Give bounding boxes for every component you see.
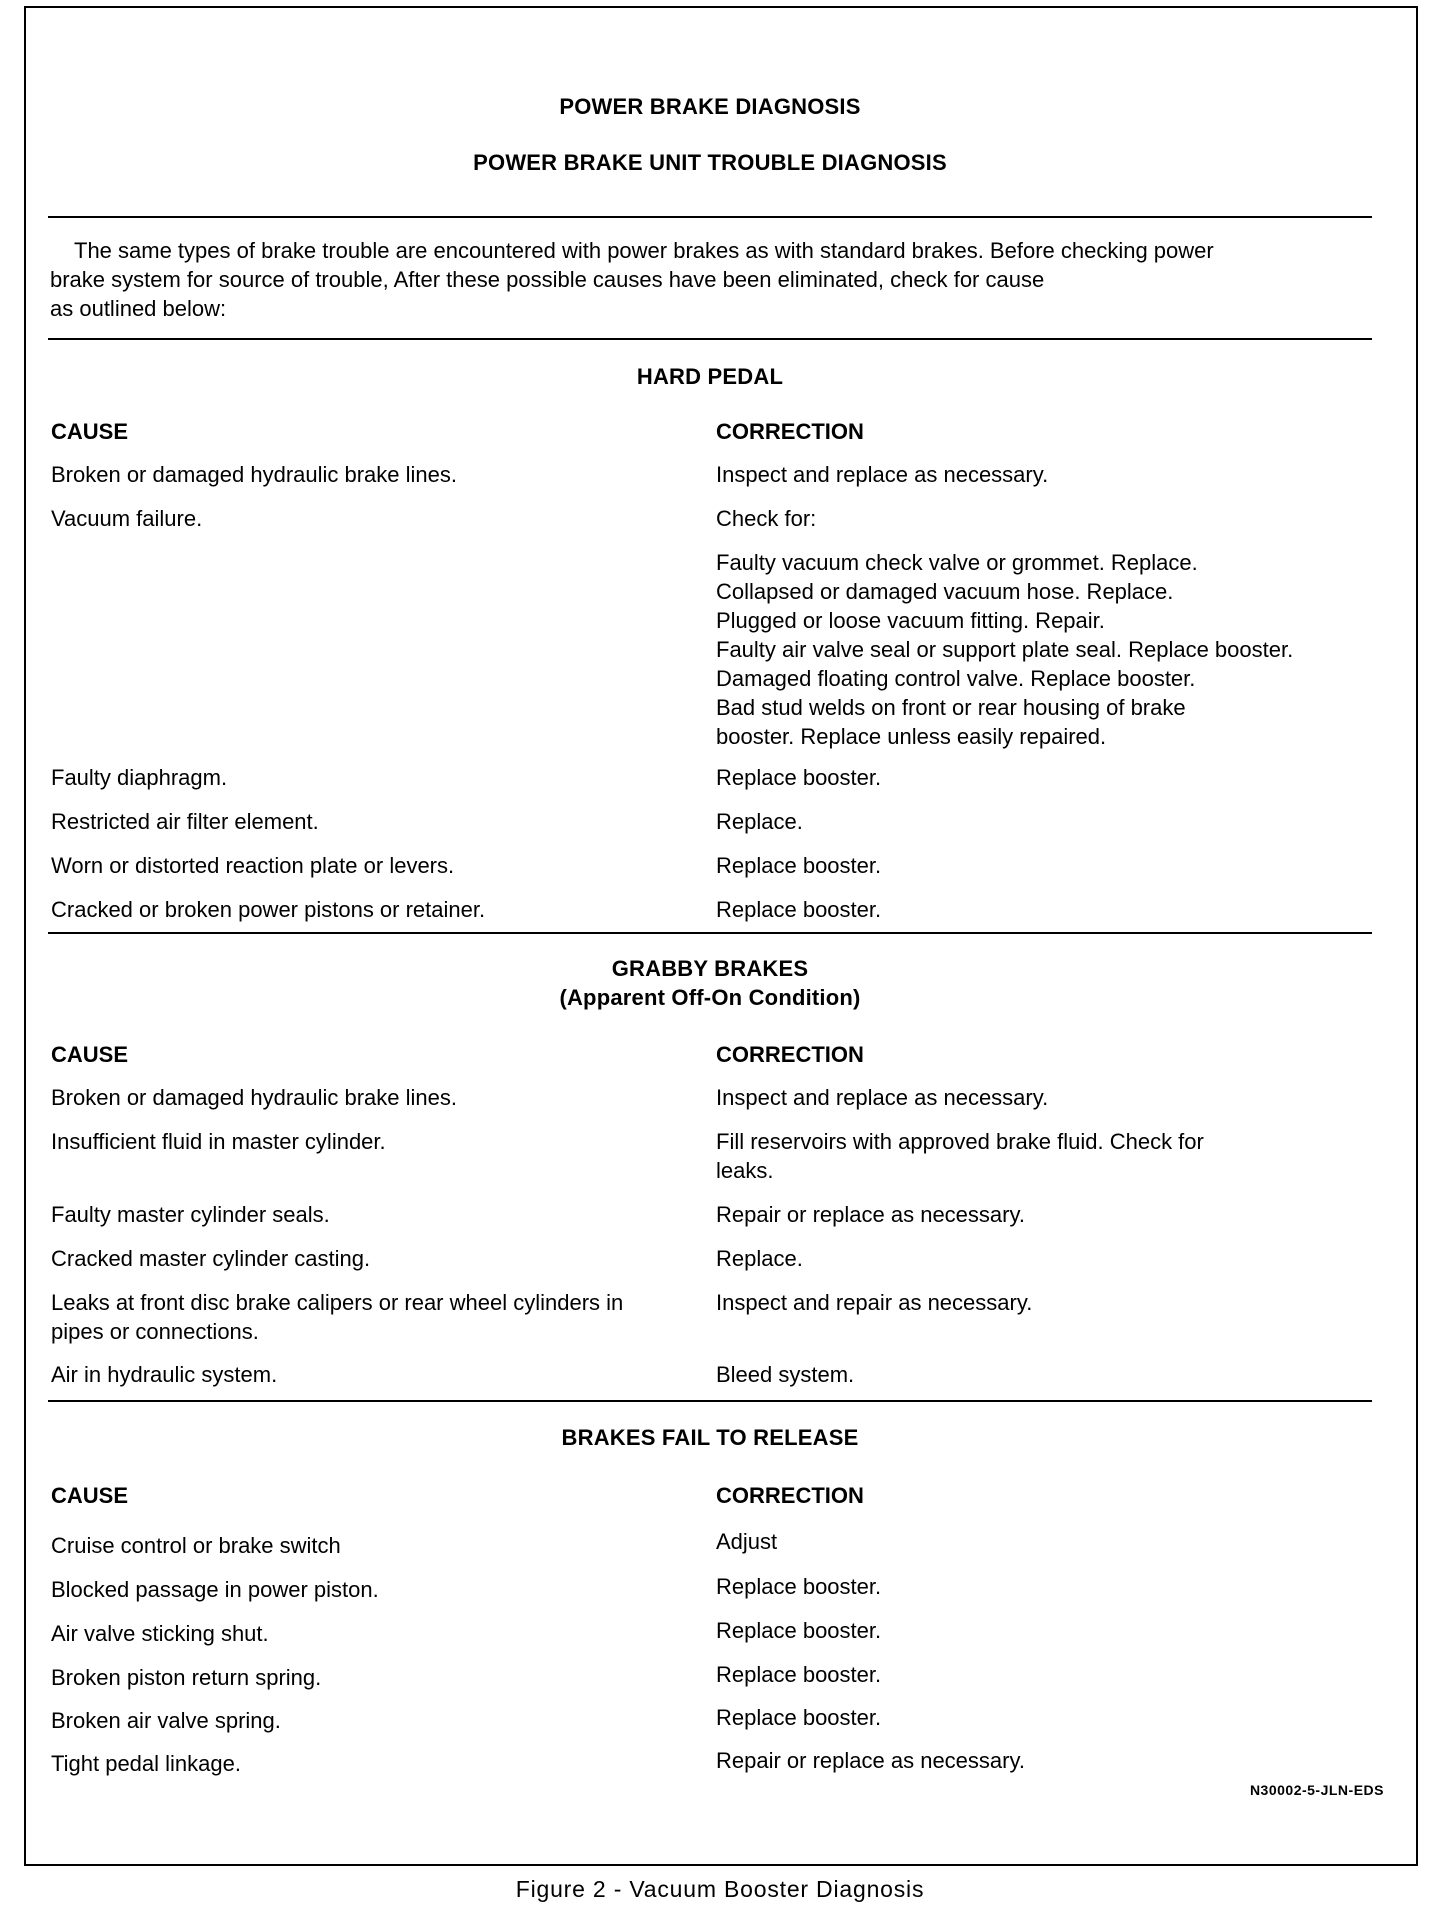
correction-text <box>716 1127 1376 1185</box>
cause-text: Cracked or broken power pistons or retainer. <box>51 897 486 922</box>
correction-text: Replace booster. <box>716 765 882 790</box>
intro-line: The same types of brake trouble are encountered with power brakes as with standard brakes. Before checking power <box>74 238 1214 263</box>
divider <box>48 216 1372 218</box>
cause-text: Faulty master cylinder seals. <box>51 1202 330 1227</box>
cause-text: Air in hydraulic system. <box>51 1362 278 1387</box>
correction-line: booster. Replace unless easily repaired. <box>716 724 1107 749</box>
divider <box>48 338 1372 340</box>
correction-text: Bleed system. <box>716 1362 855 1387</box>
correction-text: Inspect and replace as necessary. <box>716 1085 1049 1110</box>
correction-text: Inspect and replace as necessary. <box>716 462 1049 487</box>
correction-text: Repair or replace as necessary. <box>716 1202 1025 1227</box>
cause-text: Tight pedal linkage. <box>51 1751 241 1776</box>
cause-text: Broken piston return spring. <box>51 1665 322 1690</box>
cause-text: Blocked passage in power piston. <box>51 1577 379 1602</box>
correction-text: Repair or replace as necessary. <box>716 1748 1025 1773</box>
correction-text: Replace booster. <box>716 897 882 922</box>
correction-text: Replace booster. <box>716 1618 882 1643</box>
cause-text: Worn or distorted reaction plate or levers. <box>51 853 455 878</box>
cause-line: pipes or connections. <box>51 1319 259 1344</box>
cause-text: Air valve sticking shut. <box>51 1621 269 1646</box>
divider <box>48 932 1372 934</box>
correction-header: CORRECTION <box>716 1483 864 1508</box>
correction-header: CORRECTION <box>716 1042 864 1067</box>
correction-text: Check for: <box>716 506 817 531</box>
correction-text: Replace booster. <box>716 853 882 878</box>
correction-text: Replace. <box>716 1246 803 1271</box>
intro-line: brake system for source of trouble, After these possible causes have been eliminated, check for cause <box>50 267 1045 292</box>
cause-text: Broken air valve spring. <box>51 1708 281 1733</box>
page-title: POWER BRAKE DIAGNOSIS <box>559 94 861 119</box>
cause-header: CAUSE <box>51 1042 129 1067</box>
correction-text: Replace booster. <box>716 1574 882 1599</box>
correction-line: Fill reservoirs with approved brake fluid. Check for <box>716 1129 1204 1154</box>
cause-text: Restricted air filter element. <box>51 809 319 834</box>
correction-list <box>716 548 1376 751</box>
correction-line: leaks. <box>716 1158 774 1183</box>
correction-line: Bad stud welds on front or rear housing of brake <box>716 695 1186 720</box>
correction-text: Replace booster. <box>716 1705 882 1730</box>
section-title-fail-release: BRAKES FAIL TO RELEASE <box>561 1425 859 1450</box>
section-title-hard-pedal: HARD PEDAL <box>636 364 784 389</box>
cause-text: Broken or damaged hydraulic brake lines. <box>51 1085 458 1110</box>
correction-text: Adjust <box>716 1529 778 1554</box>
cause-text: Cruise control or brake switch <box>51 1533 341 1558</box>
correction-header: CORRECTION <box>716 419 864 444</box>
cause-text <box>51 1288 701 1346</box>
cause-header: CAUSE <box>51 1483 129 1508</box>
figure-caption: Figure 2 - Vacuum Booster Diagnosis <box>515 1876 925 1902</box>
cause-text: Faulty diaphragm. <box>51 765 228 790</box>
cause-header: CAUSE <box>51 419 129 444</box>
correction-text: Inspect and repair as necessary. <box>716 1290 1033 1315</box>
cause-text: Vacuum failure. <box>51 506 203 531</box>
section-subtitle-grabby-brakes: (Apparent Off-On Condition) <box>559 985 861 1010</box>
divider <box>48 1400 1372 1402</box>
cause-text: Insufficient fluid in master cylinder. <box>51 1129 386 1154</box>
cause-line: Leaks at front disc brake calipers or rear wheel cylinders in <box>51 1290 624 1315</box>
cause-text: Broken or damaged hydraulic brake lines. <box>51 462 458 487</box>
correction-line: Damaged floating control valve. Replace booster. <box>716 666 1196 691</box>
correction-text: Replace booster. <box>716 1662 882 1687</box>
intro-line: as outlined below: <box>50 296 227 321</box>
correction-text: Replace. <box>716 809 803 834</box>
correction-line: Faulty vacuum check valve or grommet. Replace. <box>716 550 1198 575</box>
correction-line: Collapsed or damaged vacuum hose. Replace. <box>716 579 1174 604</box>
correction-line: Plugged or loose vacuum fitting. Repair. <box>716 608 1105 633</box>
section-title-grabby-brakes: GRABBY BRAKES <box>611 956 809 981</box>
intro-paragraph <box>50 236 1370 323</box>
correction-line: Faulty air valve seal or support plate seal. Replace booster. <box>716 637 1294 662</box>
cause-text: Cracked master cylinder casting. <box>51 1246 371 1271</box>
reference-code: N30002-5-JLN-EDS <box>1249 1782 1384 1798</box>
page-subtitle: POWER BRAKE UNIT TROUBLE DIAGNOSIS <box>473 150 947 175</box>
